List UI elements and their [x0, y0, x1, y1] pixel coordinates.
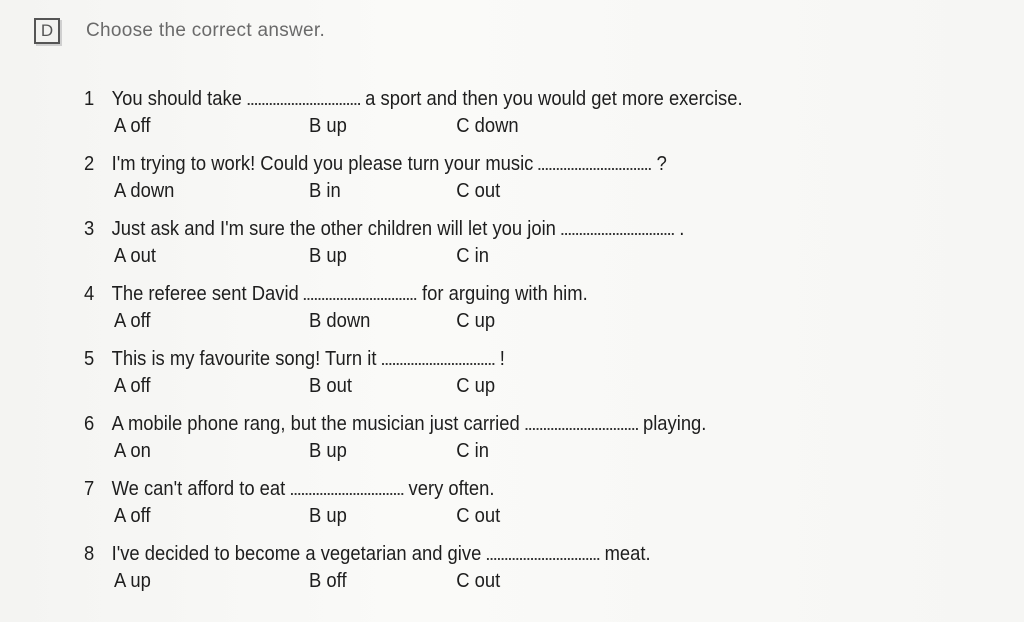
option-c[interactable]: C in — [456, 440, 489, 462]
question-text-before: This is my favourite song! Turn it — [111, 348, 377, 370]
answer-blank[interactable] — [539, 154, 651, 170]
instruction-text: Choose the correct answer. — [86, 20, 326, 41]
answer-blank[interactable] — [247, 89, 359, 105]
question-text-after: ? — [656, 153, 667, 175]
exercise-header — [34, 18, 325, 44]
question-item — [84, 216, 984, 281]
question-sentence — [84, 541, 651, 567]
option-c[interactable]: C in — [456, 245, 489, 267]
option-b[interactable]: B out — [309, 375, 353, 397]
option-b[interactable]: B off — [309, 570, 347, 592]
question-sentence — [84, 86, 743, 112]
question-list — [84, 86, 984, 606]
question-item — [84, 151, 984, 216]
question-text-after: a sport and then you would get more exercise. — [365, 88, 743, 110]
answer-blank[interactable] — [304, 284, 416, 300]
option-c[interactable]: C out — [456, 505, 501, 527]
option-a[interactable]: A off — [114, 115, 151, 137]
option-b[interactable]: B in — [309, 180, 341, 202]
question-text-before: You should take — [111, 88, 242, 110]
question-sentence — [84, 151, 667, 177]
option-c[interactable]: C out — [456, 570, 501, 592]
answer-blank[interactable] — [487, 544, 599, 560]
question-number: 8 — [84, 543, 95, 565]
question-text-before: I've decided to become a vegetarian and give — [111, 543, 482, 565]
option-b[interactable]: B up — [309, 440, 347, 462]
question-sentence — [84, 346, 505, 372]
option-a[interactable]: A out — [114, 245, 156, 267]
question-number: 6 — [84, 413, 95, 435]
option-c[interactable]: C down — [456, 115, 519, 137]
question-item — [84, 86, 984, 151]
question-sentence — [84, 411, 706, 437]
option-b[interactable]: B up — [309, 115, 347, 137]
option-a[interactable]: A off — [114, 505, 151, 527]
question-item — [84, 541, 984, 606]
question-text-before: Just ask and I'm sure the other children will let you join — [111, 218, 556, 240]
option-a[interactable]: A off — [114, 375, 151, 397]
option-c[interactable]: C up — [456, 310, 496, 332]
answer-blank[interactable] — [561, 219, 673, 235]
answer-blank[interactable] — [291, 479, 403, 495]
option-c[interactable]: C out — [456, 180, 501, 202]
question-text-before: The referee sent David — [111, 283, 299, 305]
question-item — [84, 476, 984, 541]
question-item — [84, 281, 984, 346]
question-number: 5 — [84, 348, 95, 370]
option-a[interactable]: A down — [114, 180, 175, 202]
question-text-before: A mobile phone rang, but the musician just carried — [111, 413, 520, 435]
option-b[interactable]: B up — [309, 505, 347, 527]
question-text-before: We can't afford to eat — [111, 478, 286, 500]
question-text-after: very often. — [408, 478, 495, 500]
question-number: 2 — [84, 153, 95, 175]
question-number: 1 — [84, 88, 95, 110]
question-item — [84, 411, 984, 476]
option-c[interactable]: C up — [456, 375, 496, 397]
question-number: 7 — [84, 478, 95, 500]
question-text-before: I'm trying to work! Could you please turn your music — [111, 153, 534, 175]
answer-blank[interactable] — [382, 349, 494, 365]
section-letter-box: D — [34, 18, 60, 44]
question-item — [84, 346, 984, 411]
option-a[interactable]: A up — [114, 570, 151, 592]
question-sentence — [84, 476, 494, 502]
option-b[interactable]: B up — [309, 245, 347, 267]
option-a[interactable]: A on — [114, 440, 151, 462]
question-sentence — [84, 281, 588, 307]
question-text-after: playing. — [642, 413, 707, 435]
question-number: 4 — [84, 283, 95, 305]
question-sentence — [84, 216, 684, 242]
answer-blank[interactable] — [525, 414, 637, 430]
question-text-after: for arguing with him. — [422, 283, 588, 305]
question-text-after: . — [679, 218, 685, 240]
option-b[interactable]: B down — [309, 310, 371, 332]
option-a[interactable]: A off — [114, 310, 151, 332]
question-text-after: ! — [499, 348, 505, 370]
question-text-after: meat. — [604, 543, 651, 565]
question-number: 3 — [84, 218, 95, 240]
